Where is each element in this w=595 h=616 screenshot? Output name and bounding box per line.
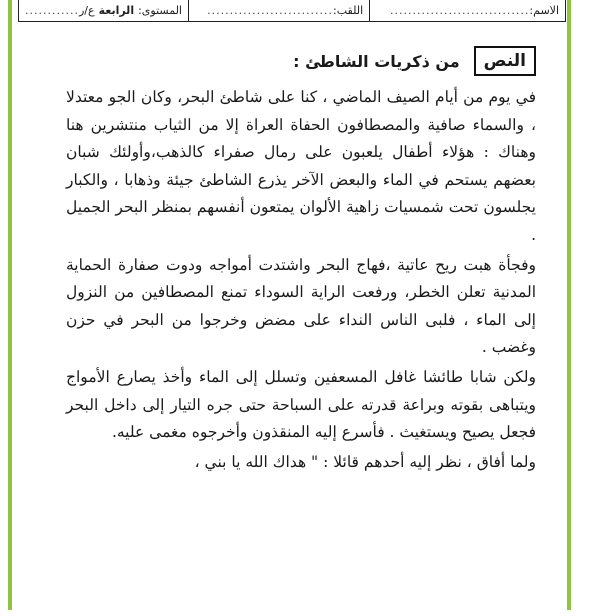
name-dots: ............................... [390,4,530,17]
level-label: المستوى: [138,4,182,17]
paragraph-1: في يوم من أيام الصيف الماضي ، كنا على شاطئ البحر، وكان الجو معتدلا ، والسماء صافية والمصطافون الحفاة العراة إلا من الثياب منتشرين هنا وهناك : هؤلاء أطفال يلعبون على رمال صفراء كالذهب،وأولئك شبان بعضهم يستحم في الماء والبعض الآخر يذرع الشاطئ جيئة وذهابا ، والكبار يجلسون تحت شمسيات زاهية الألوان يمتعون أنفسهم بمنظر البحر الجميل . [66,88,536,244]
surname-label: اللقب: [333,4,364,17]
name-field[interactable] [369,0,565,21]
text-title: من ذكريات الشاطئ : [293,51,460,71]
text-label: النص [474,46,536,76]
level-suffix: ع/ر [78,4,95,17]
paragraph-3: ولكن شابا طائشا غافل المسعفين وتسلل إلى الماء وأخذ يصارع الأمواج ويتباهى بقوته وبراعة قدرته على السباحة حتى جره التيار إلى داخل البحر فجعل يصيح ويستغيث . فأسرع إليه المنقذون وأخرجوه مغمى عليه. [66,367,536,442]
name-label: الاسم: [529,4,559,17]
level-dots: ............ [25,4,79,17]
surname-field[interactable] [188,0,369,21]
level-field[interactable] [19,0,188,21]
reading-text [66,46,536,616]
surname-dots: ............................ [207,4,334,17]
text-title-row [66,46,536,76]
student-info-header [18,0,566,22]
paragraph-4: ولما أفاق ، نظر إليه أحدهم قائلا : " هداك الله يا بني ، [194,452,536,471]
paragraph-2: وفجأة هبت ريح عاتية ،فهاج البحر واشتدت أمواجه ودوت صفارة الحماية المدنية تعلن الخطر، ورفعت الراية السوداء تمنع المصطافين من النزول إلى الماء ، فلبى الناس النداء على مضض وخرجوا من البحر في حزن وغضب . [66,255,536,357]
level-value: الرابعة [98,4,135,17]
